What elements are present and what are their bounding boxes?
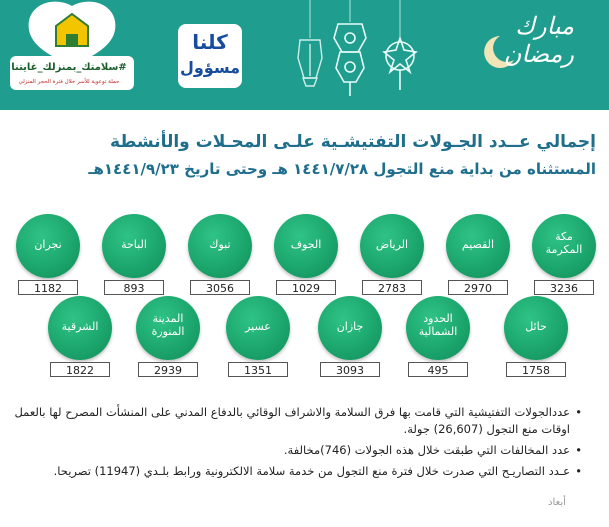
city-count: 495 <box>408 362 468 377</box>
city-card <box>318 296 382 377</box>
city-name: عسير <box>245 320 271 333</box>
city-count: 1029 <box>276 280 336 295</box>
city-card <box>504 296 568 377</box>
notes-list <box>8 404 582 484</box>
ramadan-greeting <box>478 12 574 68</box>
city-count: 1182 <box>18 280 78 295</box>
city-name: حائل <box>525 320 547 333</box>
city-name: الشرقية <box>61 320 99 333</box>
city-count: 3093 <box>320 362 380 377</box>
note-permits: • عـدد التصاريـح التي صدرت خلال فترة منع التجول من خدمة سلامة الالكترونية ورابط بلـدي (11947) تصريحا. <box>8 463 582 480</box>
city-name: جازان <box>336 320 364 333</box>
city-card <box>102 214 166 295</box>
city-name: مكة المكرمة <box>545 230 583 256</box>
city-card <box>188 214 252 295</box>
city-count: 3056 <box>190 280 250 295</box>
city-name: تبوك <box>209 238 231 251</box>
city-card <box>446 214 510 295</box>
greeting-line1: مبارك <box>515 12 574 40</box>
campaign-hashtag: #سلامتك_بمنزلك_غايتنا <box>11 62 127 73</box>
city-name: الباحة <box>121 238 147 251</box>
city-card <box>136 296 200 377</box>
kulluna-masool-logo <box>178 24 242 88</box>
city-count: 1758 <box>506 362 566 377</box>
note-inspections: • عددالجولات التفتيشية التي قامت بها فرق السلامة والاشراف الوقائي بالدفاع المدني على المنشأت المصرح لها بالعمل اوقات منع التجول (26,607) جولة. <box>8 404 582 438</box>
city-card <box>274 214 338 295</box>
logo-text-line2: مسؤول <box>179 58 241 77</box>
campaign-subtitle: حملة توعوية للأسر خلال فترة الحجر المنزلي <box>18 79 120 85</box>
city-name: نجران <box>34 238 62 251</box>
city-name: الحدود الشمالية <box>418 312 458 338</box>
city-card <box>406 296 470 377</box>
city-count: 1822 <box>50 362 110 377</box>
city-card <box>360 214 424 295</box>
city-card <box>532 214 596 295</box>
header-banner <box>0 0 609 110</box>
city-count: 2939 <box>138 362 198 377</box>
city-count: 3236 <box>534 280 594 295</box>
city-count: 2783 <box>362 280 422 295</box>
city-name: الرياض <box>375 238 409 251</box>
city-count: 1351 <box>228 362 288 377</box>
watermark: أبعاد <box>548 497 566 508</box>
greeting-line2: رمضان <box>503 40 574 68</box>
page-subtitle: المستثناه من بداية منع التجول ١٤٤١/٧/٢٨ هـ وحتى تاريخ ١٤٤١/٩/٢٣هـ <box>88 160 596 178</box>
city-count: 893 <box>104 280 164 295</box>
city-count: 2970 <box>448 280 508 295</box>
city-name: الجوف <box>290 238 322 251</box>
city-card <box>226 296 290 377</box>
page-title: إجمالي عــدد الجـولات التفتيشـية علـى المحـلات والأنشطة <box>110 132 596 152</box>
city-card <box>16 214 80 295</box>
city-name: المدينة المنورة <box>151 312 185 338</box>
campaign-badge <box>6 4 132 104</box>
logo-text-line1: كلنا <box>192 30 228 54</box>
city-card <box>48 296 112 377</box>
city-name: القصيم <box>461 238 495 251</box>
note-violations: • عدد المخالفات التي طبقت خلال هذه الجولات (746)مخالفة. <box>8 442 582 459</box>
